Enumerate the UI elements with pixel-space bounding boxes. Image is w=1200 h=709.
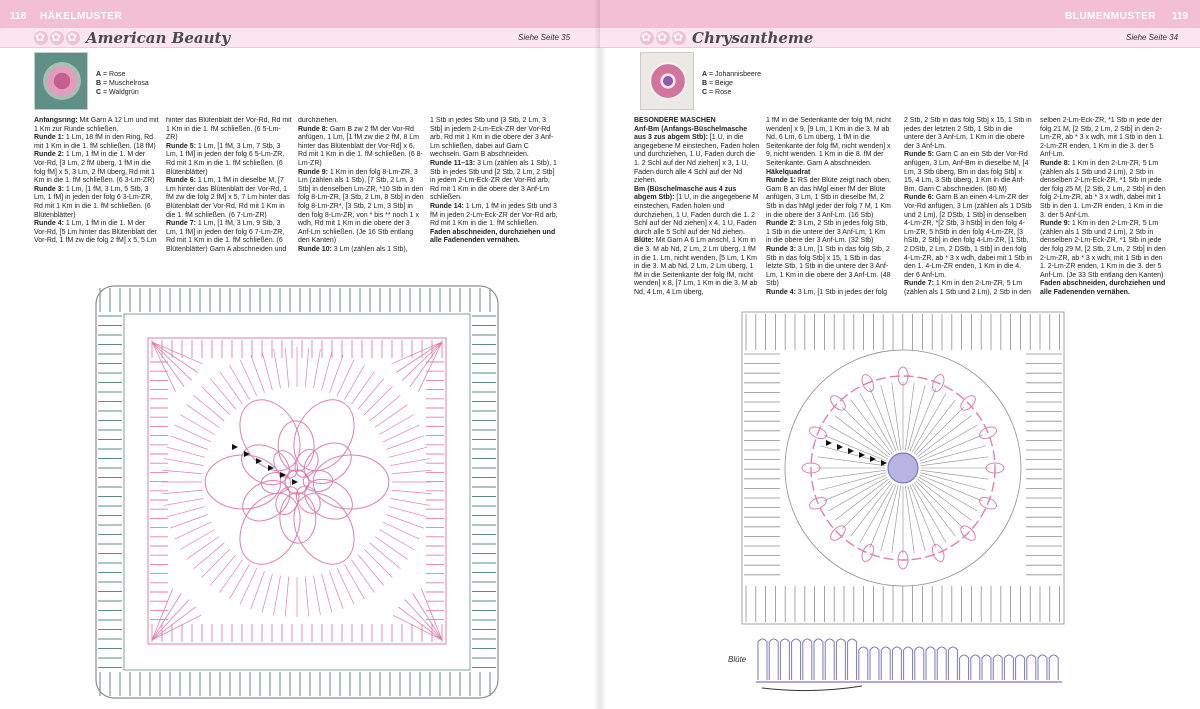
stitch-mark: [163, 470, 203, 473]
chain-loop: [982, 655, 991, 680]
stitch-mark: [389, 507, 428, 517]
stitch-mark: [186, 536, 219, 559]
petal-shape: [235, 472, 297, 529]
stitch-mark: [820, 473, 886, 491]
stitch-mark: [829, 477, 888, 511]
instruction-paragraph: [34, 220, 160, 246]
stitch-mark: [210, 379, 236, 410]
stitch-mark: [345, 564, 365, 599]
round-start-marker: [870, 456, 876, 462]
instruction-text: 1 Lm, 1 fM in die 1. M der Vor-Rd, [3 Lm, 2 fM überg, 1 fM in die folg fM] x 5, 3 Lm, 2 fM überg, Rd mit 1 Km in die 1. fM schließen. (6 3-Lm-ZR): [34, 151, 155, 185]
instruction-label: Blüte:: [634, 237, 654, 245]
petal-shape: [313, 455, 389, 509]
page-reference: Siehe Seite 34: [1126, 33, 1179, 42]
difficulty-star-icon: [66, 31, 80, 45]
chain-loop: [937, 647, 946, 680]
chain-loop: [971, 655, 980, 680]
instruction-text: durchziehen.: [298, 117, 339, 124]
instruction-paragraph: [34, 151, 160, 185]
instruction-text: 3 Lm, 2 Stb in jedes folg Stb, 1 Stb in die untere der 3 Anf-Lm, 1 Km in die obere der 3 Anf-Lm. (32 Stb): [766, 220, 888, 245]
instruction-text: 1 Stb in jedes Stb und [3 Stb, 2 Lm, 3 Stb] in jedem 2-Lm-Eck-ZR der Vor-Rd arb, Rd mit 1 Km in die obere der 3 Anf-Lm schließen, dabei auf Garn C wechseln. Garn B abschneiden.: [430, 117, 554, 159]
stitch-mark: [262, 574, 272, 613]
pattern-swatch-photo: [34, 52, 88, 110]
instructions-column-2: [166, 117, 292, 267]
stitch-mark: [375, 536, 408, 559]
chain-loop: [1027, 655, 1036, 680]
stitch-mark: [860, 394, 894, 453]
chain-loop: [915, 647, 924, 680]
stitch-mark: [164, 459, 203, 466]
instruction-text: hinter das Blütenblatt der Vor-Rd, Rd mit 1 Km in die 1. fM schließen. (6 5-Lm-ZR): [166, 117, 292, 142]
instruction-label: Bm (Büschelmasche aus 4 zus abgem Stb):: [634, 185, 737, 202]
stitch-mark: [274, 576, 281, 615]
instruction-text: 1 Lm, [1 fM, 3 Lm, 9 Stb, 3 Lm, 1 fM] in jeden der folg 6 7-Lm-ZR, Rd mit 1 Km in die 1. fM schließen. (6 Blütenblätter) Garn A abschneiden und: [166, 220, 287, 253]
instruction-text: 3 Lm (zählen als 1 Stb), 1 Stb in jedes Stb und [2 Stb, 2 Lm, 2 Stb] in jedem 2-Lm-Eck-ZR der Vor-Rd arb, Rd mit 1 Km in die obere der 3 Anf-Lm schließen.: [430, 159, 557, 202]
chain-loop: [859, 647, 868, 680]
stitch-mark: [285, 348, 288, 388]
legend-row: A = Johannisbeere: [702, 71, 761, 78]
instruction-paragraph: [634, 186, 760, 238]
instruction-paragraph: [34, 134, 160, 151]
stitch-mark: [313, 576, 320, 615]
stitch-mark: [860, 484, 894, 543]
stitch-mark: [905, 383, 914, 450]
stitch-mark: [842, 481, 890, 529]
page-header: [0, 0, 600, 28]
instruction-text: 1 Km in den 2-Lm-ZR, 5 Lm (zählen als 1 Stb und 2 Lm), 2 Stb in denselben 2-Lm-Eck-ZR, *1 Stb in jede der folg 25 M, [2 Stb, 2 Lm, 2 Stb] in den folg 2-Lm-ZR, ab * 3 x wdh, dabei mit 1 Stb in den 1. Lm-ZR enden, 1 Km in die 3. der 5 Anf-Lm.: [1040, 159, 1166, 219]
difficulty-star-icon: [656, 31, 670, 45]
instruction-paragraph: [904, 280, 1032, 297]
difficulty-star-icon: [672, 31, 686, 45]
pattern-swatch-photo: [640, 52, 694, 110]
stitch-mark: [379, 530, 414, 550]
instruction-text: 1 Lm, 1 fM in jedes Stb und 3 fM in jeden 2-Lm-Eck-ZR der Vor-Rd arb, Rd mit 1 Km in die 1. fM schließen.: [430, 202, 558, 228]
stitch-mark: [912, 484, 946, 543]
instruction-text: 1 Lm, [1 fM, 3 Lm, 5 Stb, 3 Lm, 1 fM] in jeden der folg 6 3-Lm-ZR, Rd mit 1 Km in die 1. fM schließen. (6 Blütenblätter): [34, 185, 153, 219]
right-page: [600, 0, 1200, 709]
stitch-mark: [379, 415, 414, 435]
instruction-paragraph: [166, 117, 292, 143]
chain-loop: [780, 639, 789, 680]
stitch-mark: [818, 470, 885, 479]
stitch-mark: [820, 446, 886, 464]
instructions-column-4: [430, 117, 560, 267]
stitch-mark: [167, 507, 206, 517]
stitch-mark: [230, 564, 250, 599]
instruction-label: Runde 7:: [904, 280, 934, 288]
instruction-paragraph: [766, 220, 892, 246]
stitch-mark: [920, 473, 986, 491]
instruction-label: Runde 11–13:: [430, 159, 476, 167]
difficulty-star-icon: [640, 31, 654, 45]
stitch-mark: [389, 447, 428, 457]
instruction-label: Runde 7:: [166, 220, 196, 228]
chain-loop: [814, 639, 823, 680]
stitch-mark: [829, 425, 888, 459]
color-legend: [702, 70, 761, 97]
crochet-chart-chrysantheme: [738, 308, 1068, 628]
stitch-mark: [881, 385, 899, 451]
stitch-mark: [364, 549, 392, 577]
chain-loop: [758, 639, 767, 680]
chain-loop: [1004, 655, 1013, 680]
stitch-mark: [180, 415, 215, 435]
stitch-mark: [358, 555, 384, 586]
instruction-label: Runde 8:: [298, 125, 328, 133]
stitch-mark: [842, 407, 890, 455]
instruction-paragraph: [34, 186, 160, 220]
instruction-paragraph: [430, 160, 560, 203]
page-header: [600, 0, 1200, 28]
stitch-mark: [186, 405, 219, 428]
instruction-label: Runde 8:: [1040, 159, 1070, 167]
instruction-label: Runde 9:: [1040, 220, 1070, 228]
instruction-paragraph: [904, 117, 1032, 151]
instruction-label: Runde 2:: [766, 220, 796, 228]
stitch-mark: [375, 405, 408, 428]
round-start-marker: [826, 440, 832, 446]
chain-loop: [881, 647, 890, 680]
stitch-mark: [351, 371, 374, 404]
legend-row: C = Waldgrün: [96, 89, 139, 96]
instruction-label: Runde 4:: [34, 220, 64, 228]
instruction-paragraph: [1040, 160, 1166, 220]
page-reference: Siehe Seite 35: [518, 33, 571, 42]
stitch-mark: [919, 477, 978, 511]
instruction-label: Anf-Bm (Anfangs-Büschelmasche aus 3 zus abgem Stb):: [634, 125, 748, 142]
stitch-mark: [921, 457, 988, 466]
stitch-mark: [180, 530, 215, 550]
chain-loop: [825, 639, 834, 680]
instruction-text: RS der Blüte zeigt nach oben, Garn B an das hMgl einer fM der Blüte anfügen, 3 Lm, 1 Stb in dieselbe fM, 2 Stb in das hMgl jeder der folg 7 M, 1 Km in die obere der 3 Anf-Lm. (16 Stb): [766, 177, 891, 219]
stitch-mark: [908, 485, 926, 551]
stitch-mark: [351, 560, 374, 593]
section-title: HÄKELMUSTER: [40, 11, 123, 22]
petal-shape: [297, 435, 359, 492]
instructions-column-2: [766, 117, 892, 313]
instruction-paragraph: [34, 117, 160, 134]
instruction-text: 1 Lm, 1 fM in dieselbe M, [7 Lm hinter das Blütenblatt der Vor-Rd, 1 fM zw die folg 2 fM] x 5, 7 Lm hinter das Blütenblatt der Vor-Rd, Rd mit 1 Km in die 1. fM schließen. (6 7-Lm-ZR): [166, 177, 290, 219]
direction-arrow: [762, 686, 862, 691]
instruction-paragraph: [766, 246, 892, 289]
stitch-mark: [908, 385, 926, 451]
stitch-mark: [305, 348, 308, 388]
instruction-label: Runde 2:: [34, 151, 64, 159]
instruction-text: 3 Lm, [1 Stb in jedes der folg: [795, 288, 888, 296]
difficulty-rating: [34, 31, 80, 45]
crochet-chart-american-beauty: [92, 282, 502, 702]
instruction-label: Runde 5:: [166, 142, 196, 150]
instructions-column-1: [34, 117, 160, 267]
chain-loop: [960, 655, 969, 680]
chain-loop: [836, 639, 845, 680]
instruction-text: 1 Km in den 2-Lm-ZR, 5 Lm (zählen als 1 Stb und 2 Lm), 2 Stb in denselben 2-Lm-Eck-ZR, *1 Stb in jede der folg 29 M, [2 Stb, 2 Lm, 2 Stb] in den 2-Lm-ZR, ab * 3 x wdh, mit 1 Stb in den 1. 2-Lm-ZR enden, 1 Km in die 3. der 5 Anf-Lm. (Je 33 Stb entlang den Kanten): [1040, 220, 1166, 279]
instruction-paragraph: [430, 203, 560, 229]
chain-loop: [792, 639, 801, 680]
instruction-paragraph: [166, 220, 292, 254]
stitch-mark: [920, 446, 986, 464]
instruction-label: Runde 4:: [766, 288, 796, 296]
instruction-label: Runde 6:: [166, 177, 196, 185]
chain-loop: [1038, 655, 1047, 680]
stitch-mark: [202, 387, 230, 415]
stitch-mark: [818, 457, 885, 466]
instruction-label: Runde 9:: [298, 168, 328, 176]
instruction-text: 1 fM in die Seitenkante der folg fM, nicht wenden] x 9, [9 Lm, 1 Km in die 3. M ab Nd, 6 Lm, 6 Lm überg, 1 fM in die Seitenkante der folg fM, nicht wenden] x 9, nicht wenden. 1 Km in die 8. fM der Seitenkante. Garn A abschneiden.: [766, 117, 891, 167]
stitch-mark: [322, 352, 332, 391]
legend-row: C = Rose: [702, 89, 732, 96]
instruction-paragraph: [766, 289, 892, 298]
legend-row: B = Muschelrosa: [96, 80, 149, 87]
instruction-text: 3 Lm (zählen als 1 Stb),: [331, 245, 408, 253]
stitch-mark: [167, 447, 206, 457]
stitch-mark: [345, 365, 365, 400]
stitch-mark: [262, 352, 272, 391]
instruction-paragraph: [298, 126, 424, 169]
instruction-paragraph: [166, 177, 292, 220]
chain-loop: [892, 647, 901, 680]
stitch-mark: [220, 560, 243, 593]
instruction-label: Anfangsring:: [34, 117, 78, 124]
instruction-text: [1 U, in die angegebene M einstechen, Faden holen und durchziehen, 1 U, Faden durch die 1. 2 Schl auf der Nd ziehen] x 3, 1 U, Faden durch alle 4 Schl auf der Nd ziehen.: [634, 134, 760, 185]
instruction-text: 1 Km in den folg 8-Lm-ZR, 3 Lm (zählen als 1 Stb), [7 Stb, 2 Lm, 3 Stb] in denselben Lm-ZR, *10 Stb in den folg 8-Lm-ZR, [3 Stb, 2 Lm, 8 Stb] in den folg 8-Lm-ZR*, [3 Stb, 2 Lm, 3 Stb] in den folg 8-Lm-ZR, von * bis ** noch 1 x wdh, Rd mit 1 Km in die obere der 3 Anf-Lm schließen. (Je 16 Stb entlang den Kanten): [298, 168, 424, 245]
petal-shape: [228, 483, 313, 575]
stitch-mark: [364, 387, 392, 415]
chain-loop: [926, 647, 935, 680]
stitch-mark: [391, 459, 430, 466]
chain-loop: [848, 639, 857, 680]
stitch-mark: [313, 349, 320, 388]
instruction-text: 2 Stb, 2 Stb in das folg Stb] x 15, 1 Stb in jedes der letzten 2 Stb, 1 Stb in die untere der 3 Anf-Lm, 1 Km in die obere der 3 Anf-Lm.: [904, 117, 1032, 150]
difficulty-star-icon: [50, 31, 64, 45]
instruction-text: 1 Km in den 2-Lm-ZR, 5 Lm (zählen als 1 Stb und 2 Lm), 2 Stb in den: [904, 280, 1031, 296]
instruction-text: 1 Lm, 18 fM in den Ring, Rd mit 1 Km in die 1. fM schließen. (18 fM): [34, 134, 156, 150]
cluster-stitch: [860, 543, 876, 563]
stitch-mark: [210, 555, 236, 586]
difficulty-rating: [640, 31, 686, 45]
stitch-mark: [912, 394, 946, 453]
section-title: BLUMENMUSTER: [1065, 11, 1156, 22]
stitch-mark: [392, 490, 432, 493]
legend-row: B = Beige: [702, 80, 733, 87]
instruction-label: Runde 1:: [34, 134, 64, 142]
instructions-column-4: [1040, 117, 1166, 313]
instruction-label: Runde 3:: [34, 185, 64, 193]
stitch-mark: [194, 543, 225, 569]
instruction-text: 3 Lm, [1 Stb in das folg Stb, 2 Stb in das folg Stb] x 15, 1 Stb in das letzte Stb, 1 Stb in die untere der 3 Anf-Lm, 1 Km in die obere der 3 Anf-Lm. (48 Stb): [766, 245, 891, 288]
chain-loop: [870, 647, 879, 680]
stitch-mark: [305, 577, 308, 617]
instructions-column-3: [904, 117, 1032, 313]
chain-loop: [993, 655, 1002, 680]
instruction-paragraph: [430, 117, 560, 160]
instruction-paragraph: [766, 169, 892, 178]
instruction-label: Faden abschneiden, durchziehen und alle Fadenenden vernähen.: [430, 228, 556, 245]
stitch-mark: [370, 543, 401, 569]
round-start-marker: [232, 444, 238, 450]
instruction-label: Runde 6:: [904, 194, 934, 202]
chain-loop: [1016, 655, 1025, 680]
instruction-paragraph: [298, 169, 424, 246]
round-start-marker: [848, 448, 854, 454]
stitch-mark: [921, 470, 988, 479]
round-start-marker: [837, 444, 843, 450]
chain-loop: [769, 639, 778, 680]
instruction-text: Garn C an ein Stb der Vor-Rd anfügen, 3 Lm, Anf-Bm in dieselbe M, [4 Lm, 3 Stb überg, Bm in das folg Stb] x 15, 4 Lm, 3 Stb überg, 1 Km in die Anf-Bm. Garn C abschneiden. (80 M): [904, 151, 1029, 193]
instruction-label: Runde 1:: [766, 177, 796, 185]
instruction-label: Runde 10:: [298, 245, 332, 253]
petal-shape: [282, 483, 367, 575]
instruction-text: selben 2-Lm-Eck-ZR, *1 Stb in jede der folg 21 M, [2 Stb, 2 Lm, 2 Stb] in den 2-Lm-ZR, ab * 3 x wdh, mit 1 Stb in den 1. 2-Lm-ZR enden, 1 Km in die 3. der 5 Anf-Lm.: [1040, 117, 1165, 159]
instruction-paragraph: [766, 117, 892, 169]
stitch-mark: [919, 425, 978, 459]
stitch-mark: [194, 395, 225, 421]
difficulty-star-icon: [34, 31, 48, 45]
stitch-mark: [392, 470, 432, 473]
instruction-paragraph: [766, 177, 892, 220]
petal-shape: [205, 455, 281, 509]
petal-shape: [282, 389, 367, 481]
instruction-text: Mit Garn A 12 Lm und mit 1 Km zur Runde schließen.: [34, 117, 159, 133]
petal-shape: [298, 471, 359, 527]
stitch-mark: [164, 498, 203, 505]
stitch-mark: [881, 485, 899, 551]
instruction-paragraph: [634, 237, 760, 297]
stitch-mark: [285, 577, 288, 617]
pattern-title-bar: [0, 28, 600, 48]
stitch-mark: [163, 490, 203, 493]
page-number: 118: [10, 11, 27, 22]
instruction-text: [1 U, in die angegebene M einstechen, Faden holen und durchziehen, 1 U, Faden durch die 1. 2 Schl auf der Nd ziehen] x 4, 1 U, Faden durch alle 5 Schl auf der Nd ziehen.: [634, 194, 759, 236]
instructions-column-3: [298, 117, 424, 267]
instruction-paragraph: [298, 117, 424, 126]
petal-shape: [235, 437, 296, 493]
pattern-title: American Beauty: [86, 29, 231, 47]
instruction-paragraph: [1040, 280, 1166, 297]
instruction-text: Garn B an einen 4-Lm-ZR der Vor-Rd anfügen, 3 Lm (zählen als 1 DStb und 2 Lm), [2 DStb, 1 Stb] in denselben 4-Lm-ZR, *[2 Stb, 3 hStb] in den folg 4-Lm-ZR, 5 hStb in den folg 4-Lm-ZR, [3 hStb, 2 Stb] in den folg 4-Lm-ZR, [1 Stb, 2 DStb, 2 Lm, 2 DStb, 1 Stb] in den folg 4-Lm-ZR, ab * 3 x wdh, dabei mit 1 Stb in den 1. 4-Lm-ZR enden, 1 Km in die 4. der 6 Anf-Lm.: [904, 194, 1032, 279]
stitch-mark: [202, 549, 230, 577]
instructions-column-1: [634, 117, 760, 313]
chain-loop: [948, 647, 957, 680]
flower-strip-chart: [752, 628, 1066, 694]
special-stitches-heading: BESONDERE MASCHEN: [634, 117, 716, 124]
instruction-label: Häkelquadrat: [766, 168, 811, 176]
stitch-mark: [230, 365, 250, 400]
instruction-paragraph: [634, 126, 760, 186]
instruction-paragraph: [1040, 117, 1166, 160]
cluster-stitch: [930, 543, 946, 563]
instruction-label: Runde 5:: [904, 151, 934, 159]
stitch-mark: [358, 379, 384, 410]
stitch-mark: [892, 486, 901, 553]
instruction-text: Mit Garn A 6 Lm anschl, 1 Km in die 3. M ab Nd, 2 Lm, 2 Lm überg, 1 fM in die 1. Lm, nicht wenden, [5 Lm, 1 Km in die 3. M ab Nd, 2 Lm, 2 Lm überg, 1 fM in die Seitenkante der folg fM, nicht wenden] x 8, [7 Lm, 1 Km in die 3. M ab Nd, 4 Lm, 4 Lm überg,: [634, 237, 758, 296]
pattern-title-bar: [600, 28, 1200, 48]
stitch-mark: [916, 481, 964, 529]
color-legend: [96, 70, 149, 97]
pattern-title: Chrysantheme: [692, 29, 814, 47]
chain-loop: [803, 639, 812, 680]
instruction-label: Runde 3:: [766, 245, 796, 253]
stitch-mark: [370, 395, 401, 421]
instruction-text: 1 Lm, [1 fM, 3 Lm, 7 Stb, 3 Lm, 1 fM] in jeden der folg 6 5-Lm-ZR, Rd mit 1 Km in die 1. fM schließen. (6 Blütenblätter): [166, 142, 285, 176]
instruction-paragraph: [430, 229, 560, 246]
stitch-mark: [322, 574, 332, 613]
stitch-mark: [274, 349, 281, 388]
instruction-label: Runde 14:: [430, 202, 464, 210]
instruction-paragraph: [166, 143, 292, 177]
instruction-label: Faden abschneiden, durchziehen und alle Fadenenden vernähen.: [1040, 280, 1166, 296]
chain-loop: [1049, 655, 1058, 680]
chain-loop: [904, 647, 913, 680]
instruction-paragraph: [904, 194, 1032, 280]
stitch-mark: [916, 407, 964, 455]
legend-row: A = Rose: [96, 71, 126, 78]
diagram-label: Blüte: [728, 655, 747, 664]
instruction-paragraph: [904, 151, 1032, 194]
stitch-mark: [391, 498, 430, 505]
page-number: 119: [1171, 11, 1188, 22]
round-start-marker: [292, 479, 298, 485]
instruction-paragraph: [1040, 220, 1166, 280]
instruction-paragraph: [298, 246, 424, 255]
stitch-mark: [220, 371, 243, 404]
instruction-text: Garn B zw 2 fM der Vor-Rd anfügen, 1 Lm, [1 fM zw die 2 fM, 8 Lm hinter das Blütenblatt der Vor-Rd] x 6, Rd mit 1 Km in die 1. fM schließen. (6 8-Lm-ZR): [298, 125, 423, 167]
instruction-text: 1 Lm, 1 fM in die 1. M der Vor-Rd, [5 Lm hinter das Blütenblatt der Vor-Rd, 1 fM zw die folg 2 fM] x 5, 5 Lm: [34, 220, 157, 245]
stitch-mark: [892, 383, 901, 450]
stitch-mark: [905, 486, 914, 553]
flower-center: [888, 453, 918, 483]
